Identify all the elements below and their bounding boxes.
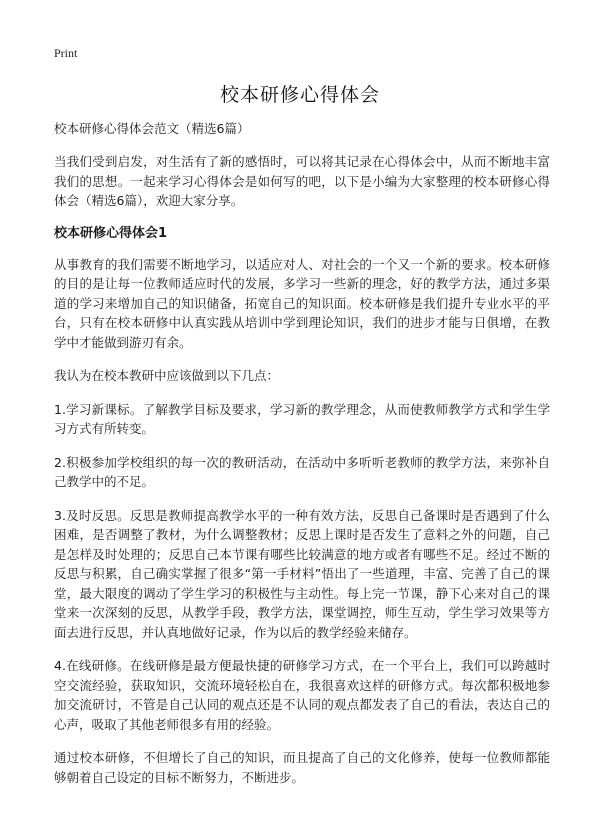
- section-heading: 校本研修心得体会1: [54, 225, 168, 241]
- body-paragraph: 从事教育的我们需要不断地学习，以适应对人、对社会的一个又一个新的要求。校本研修的目的是让每一位教师适应时代的发展，多学习一些新的理念，好的教学方法，通过多渠道的学习来增加自己的知识储备，拓宽自己的知识面。校本研修是我们提升专业水平的平台，只有在校本研修中认真实践从培训中学到理论知识，我们的进步才能与日俱增，在教学中才能做到游刃有余。: [54, 256, 550, 350]
- closing-paragraph: 通过校本研修，不但增长了自己的知识，而且提高了自己的文化修养，使每一位教师都能够朝着自己设定的目标不断努力，不断进步。: [54, 750, 550, 785]
- print-link[interactable]: Print: [54, 46, 78, 60]
- list-item-1: 1.学习新课标。了解教学目标及要求，学习新的教学理念，从而使教师教学方式和学生学习方式有所转变。: [54, 401, 550, 436]
- document-subtitle: 校本研修心得体会范文（精选6篇）: [54, 121, 250, 136]
- document-title: 校本研修心得体会: [219, 84, 380, 106]
- list-item-4: 4.在线研修。在线研修是最方便最快捷的研修学习方式，在一个平台上，我们可以跨越时空交流经验，获取知识，交流环境轻松自在，我很喜欢这样的研修方式。每次都积极地参加交流研讨，不管是自己认同的观点还是不认同的观点都发表了自己的看法，表达自己的心声，吸取了其他老师很多有用的经验。: [54, 658, 550, 732]
- intro-paragraph: 当我们受到启发，对生活有了新的感悟时，可以将其记录在心得体会中，从而不断地丰富我们的思想。一起来学习心得体会是如何写的吧，以下是小编为大家整理的校本研修心得体会（精选6篇），欢迎大家分享。: [54, 154, 550, 208]
- list-item-2: 2.积极参加学校组织的每一次的教研活动，在活动中多听听老教师的教学方法，来弥补自己教学中的不足。: [54, 454, 550, 489]
- document-body: [54, 120, 550, 801]
- body-paragraph: 我认为在校本教研中应该做到以下几点：: [54, 368, 280, 383]
- list-item-3: 3.及时反思。反思是教师提高教学水平的一种有效方法，反思自己备课时是否遇到了什么困难，是否调整了教材，为什么调整教材；反思上课时是否发生了意料之外的问题，自己是怎样及时处理的；反思自己本节课有哪些比较满意的地方或者有哪些不足。经过不断的反思与积累，自己确实掌握了很多“第一手材料”悟出了一些道理，丰富、完善了自己的课堂，最大限度的调动了学生学习的积极性与主动性。每上完一节课，静下心来对自己的课堂来一次深刻的反思，从教学手段，教学方法，课堂调控，师生互动，学生学习效果等方面去进行反思，并认真地做好记录，作为以后的教学经验来储存。: [54, 507, 550, 640]
